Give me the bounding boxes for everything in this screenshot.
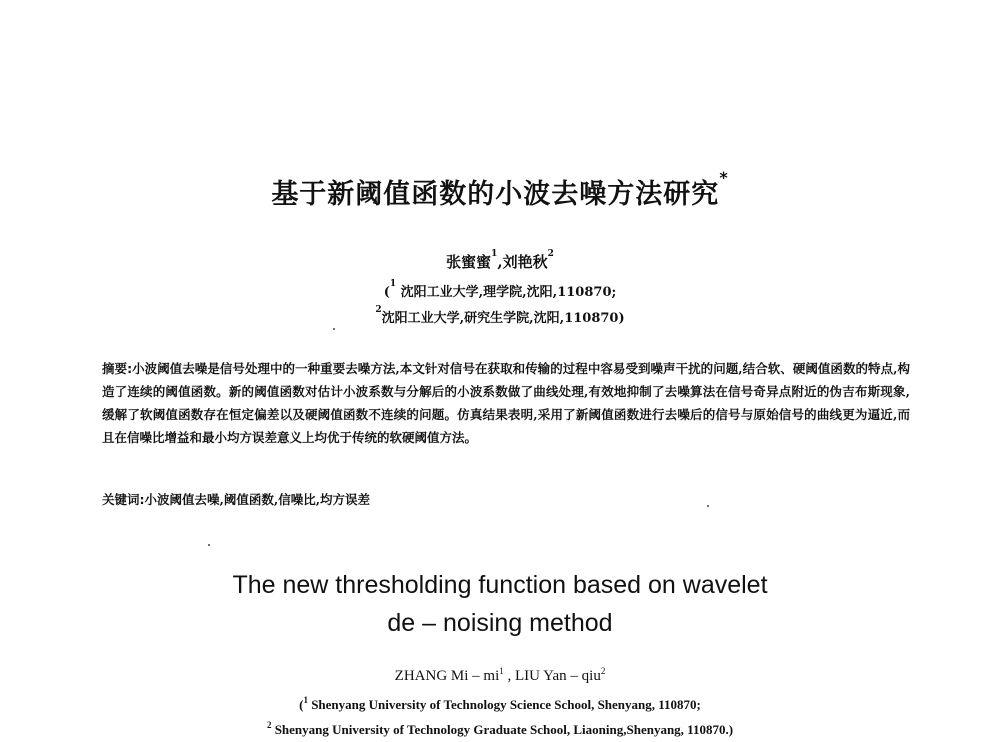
chinese-title (0, 168, 1000, 211)
en-affiliation-1-mark: 1 (303, 695, 308, 705)
en-affiliation-1-text: Shenyang University of Technology Science School, Shenyang, 110870; (307, 697, 701, 712)
affiliation-2-text: 沈阳工业大学,研究生学院,沈阳,110870) (381, 311, 625, 326)
en-author-separator: , (503, 668, 515, 684)
affiliation-2-mark: 2 (375, 305, 382, 315)
en-affiliation-open-paren: ( (299, 697, 304, 712)
scan-speck (707, 505, 709, 507)
english-title-line-1: The new thresholding function based on wavelet (232, 571, 768, 599)
english-affiliation-2 (0, 722, 1000, 738)
scan-speck (208, 544, 210, 546)
english-affiliation-1 (0, 697, 1000, 713)
chinese-affiliation-2 (0, 307, 1000, 326)
chinese-abstract (102, 357, 910, 449)
affiliation-1-text: 沈阳工业大学,理学院,沈阳,110870; (396, 285, 617, 300)
keywords-label: 关键词: (102, 492, 145, 507)
en-affiliation-2-text: Shenyang University of Technology Graduate School, Liaoning,Shenyang, 110870.) (271, 722, 734, 737)
author-1-name: 张蜜蜜 (446, 253, 492, 271)
en-author-1-affiliation-mark: 1 (499, 666, 504, 676)
en-author-2-affiliation-mark: 2 (600, 666, 606, 676)
en-author-2-name: LIU Yan – qiu (515, 668, 601, 684)
en-author-1-name: ZHANG Mi – mi (394, 668, 500, 684)
chinese-authors (0, 251, 1000, 272)
author-2-affiliation-mark: 2 (547, 249, 554, 259)
english-authors (0, 668, 1000, 685)
english-title-line-2: de – noising method (387, 609, 613, 637)
title-footnote-mark: * (719, 168, 729, 187)
author-1-affiliation-mark: 1 (491, 249, 498, 259)
abstract-text: 小波阈值去噪是信号处理中的一种重要去噪方法,本文针对信号在获取和传输的过程中容易受到噪声干扰的问题,结合软、硬阈值函数的特点,构造了连续的阈值函数。新的阈值函数对估计小波系数与分解后的小波系数做了曲线处理,有效地抑制了去噪算法在信号奇异点附近的伪吉布斯现象,缓解了软阈值函数存在恒定偏差以及硬阈值函数不连续的问题。仿真结果表明,采用了新阈值函数进行去噪后的信号与原始信号的曲线更为逼近,而且在信噪比增益和最小均方误差意义上均优于传统的软硬阈值方法。 (102, 361, 910, 445)
scan-speck (333, 328, 335, 330)
keywords-text: 小波阈值去噪,阈值函数,信噪比,均方误差 (144, 492, 371, 507)
affiliation-open-paren: ( (383, 285, 390, 300)
author-2-name: 刘艳秋 (502, 253, 548, 271)
chinese-keywords (102, 488, 910, 511)
author-separator: , (497, 253, 503, 271)
chinese-affiliation-1 (0, 281, 1000, 300)
en-affiliation-2-mark: 2 (266, 720, 272, 730)
chinese-title-text: 基于新阈值函数的小波去噪方法研究 (271, 179, 720, 210)
abstract-label: 摘要: (102, 361, 133, 376)
affiliation-1-mark: 1 (389, 279, 397, 289)
